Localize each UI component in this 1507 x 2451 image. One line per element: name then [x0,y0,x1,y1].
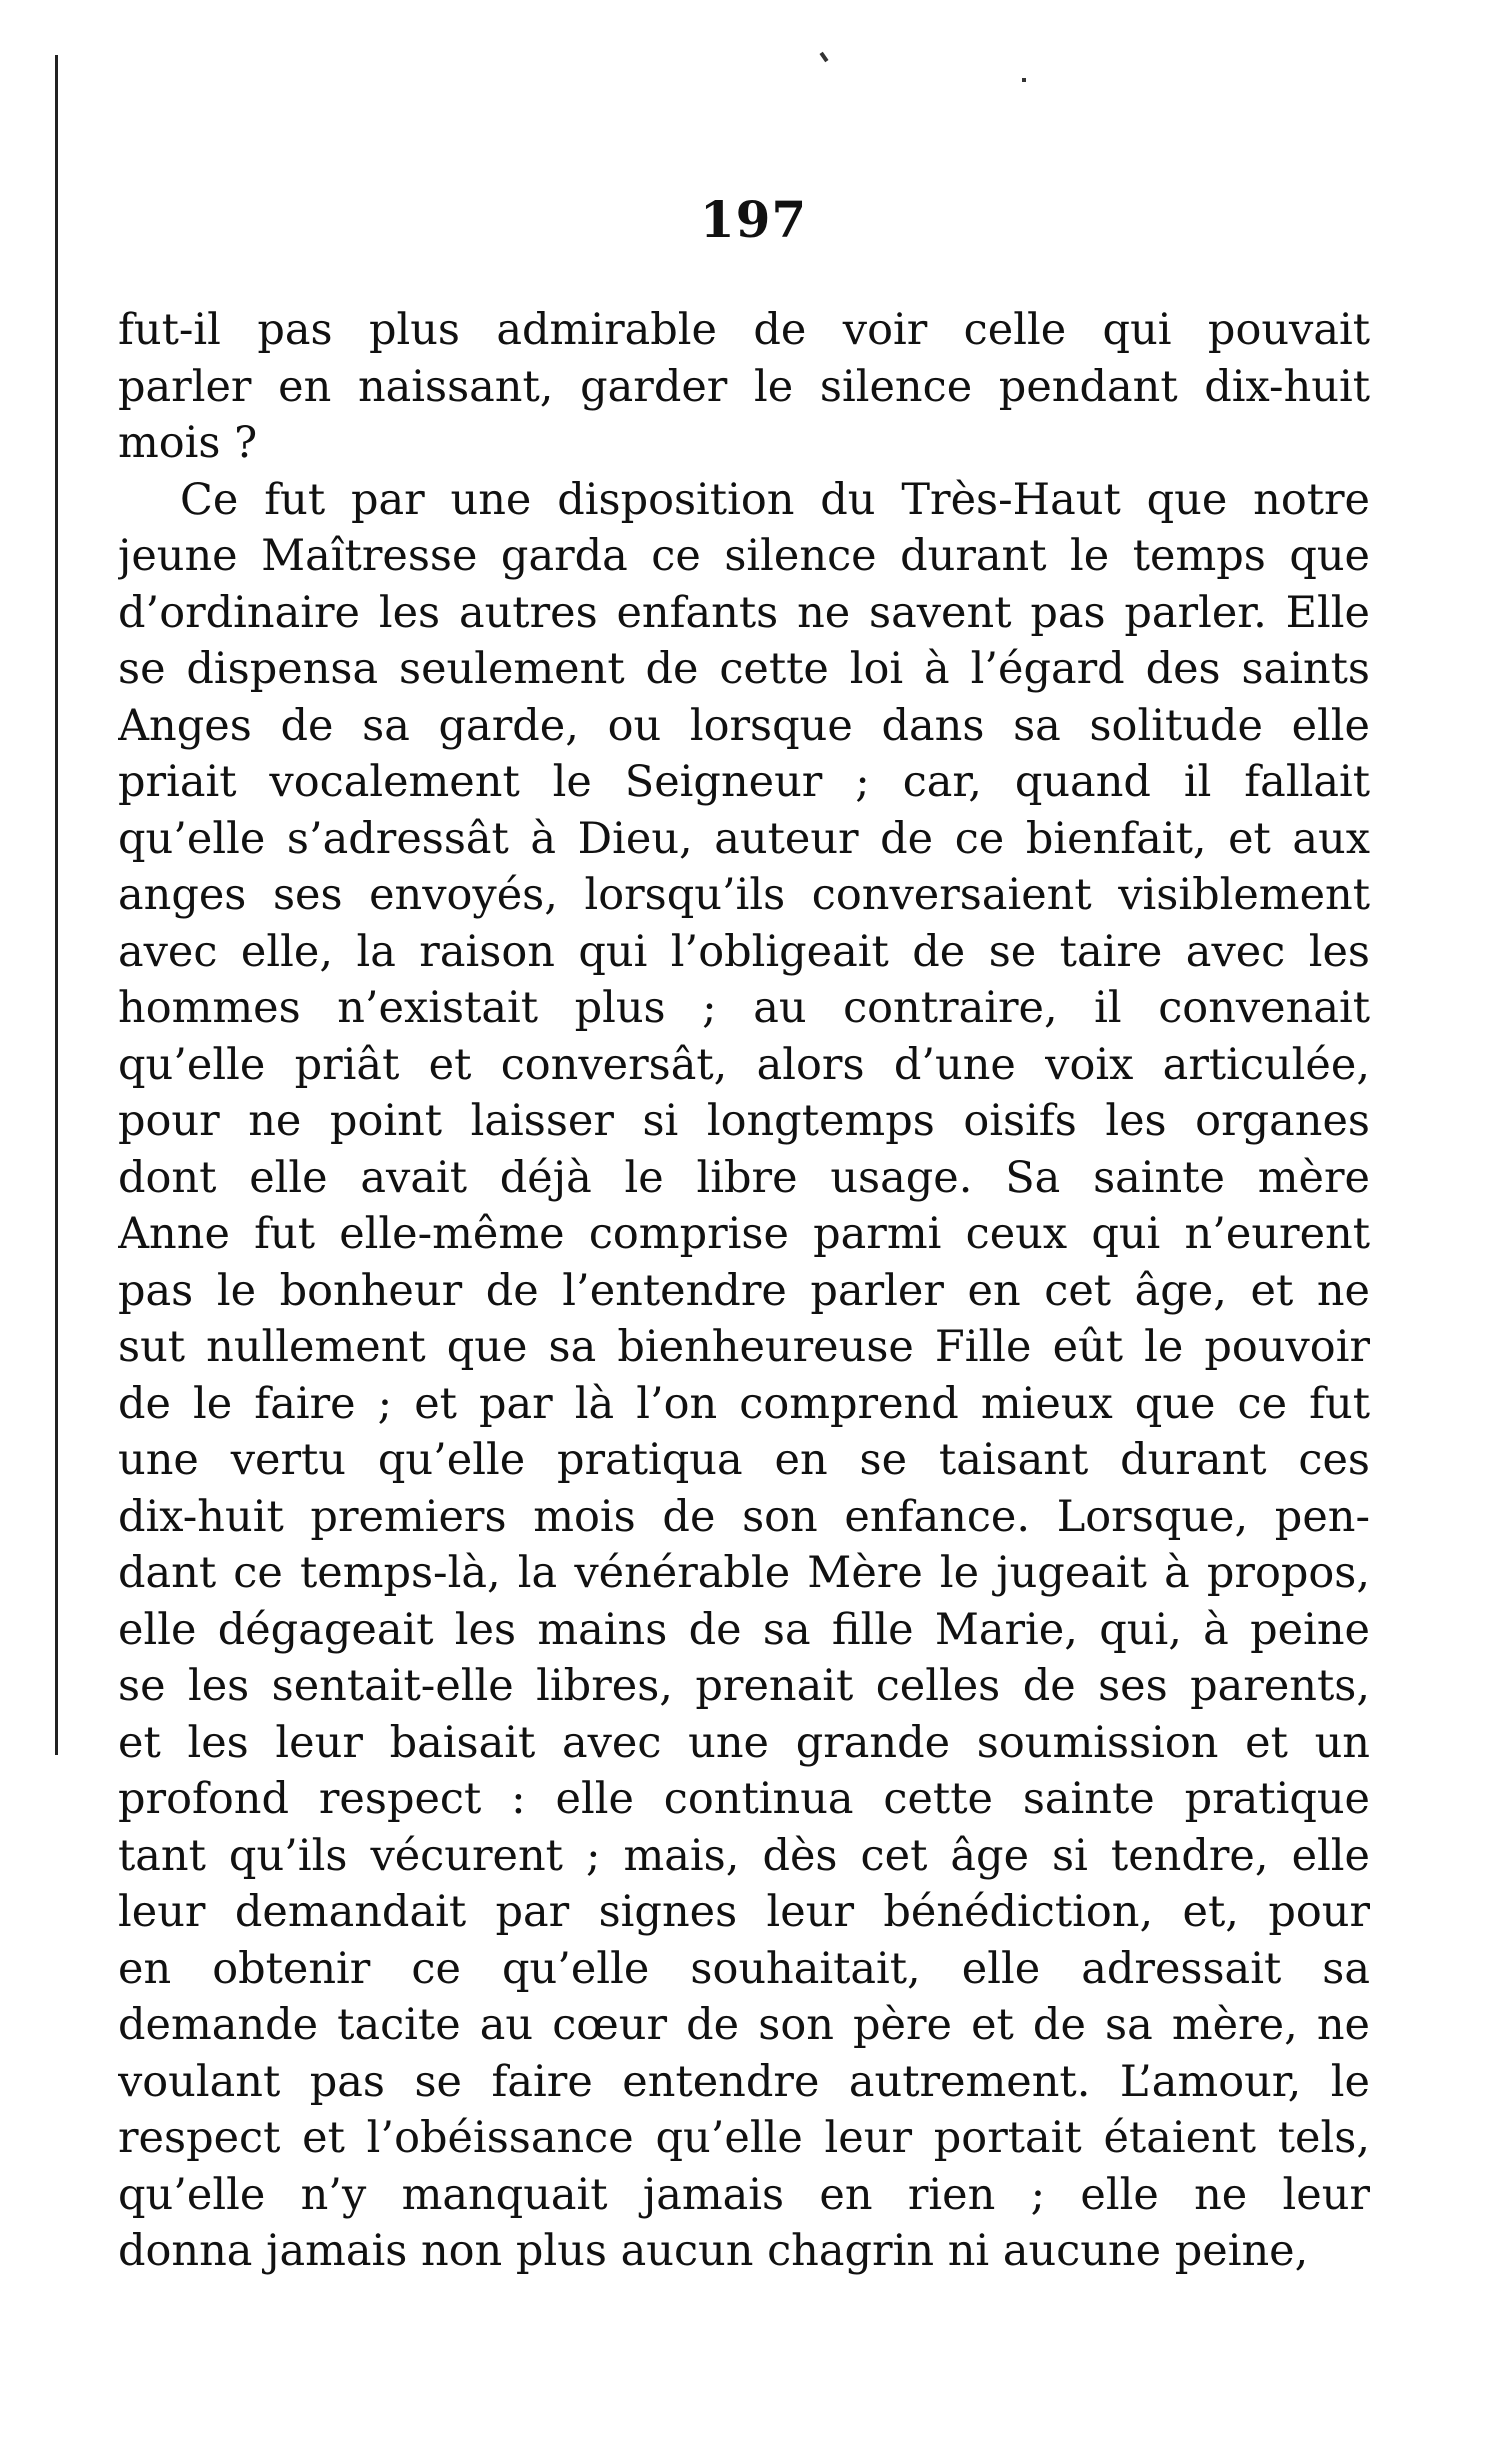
text-line: en obtenir ce qu’elle souhaitait, elle adressait sa [118,1943,1370,1994]
text-line: jeune Maîtresse garda ce silence durant le temps que [118,531,1370,581]
text-line: dont elle avait déjà le libre usage. Sa sainte mère [118,1152,1370,1203]
text-line: d’ordinaire les autres enfants ne savent pas parler. Elle [118,587,1370,638]
text-line: mois ? [118,418,258,468]
text-line: hommes n’existait plus ; au contraire, il convenait [118,983,1370,1033]
text-line: Ce fut par une disposition du Très-Haut que notre [180,474,1370,525]
text-line: leur demandait par signes leur bénédiction, et, pour [118,1887,1370,1937]
text-line: pour ne point laisser si longtemps oisifs les organes [118,1096,1370,1146]
text-line: qu’elle n’y manquait jamais en rien ; elle ne leur [118,2169,1370,2220]
text-line: Anne fut elle-même comprise parmi ceux qui n’eurent [118,1209,1370,1259]
text-line: parler en naissant, garder le silence pendant dix-huit [118,361,1370,412]
text-line: priait vocalement le Seigneur ; car, quand il fallait [118,757,1370,807]
text-line: demande tacite au cœur de son père et de sa mère, ne [118,2000,1370,2050]
ink-speck [1022,78,1026,82]
text-line: voulant pas se faire entendre autrement. L’amour, le [118,2056,1370,2107]
text-line: elle dégageait les mains de sa fille Marie, qui, à peine [118,1604,1370,1655]
text-line: Anges de sa garde, ou lorsque dans sa solitude elle [118,700,1370,751]
text-line: pas le bonheur de l’entendre parler en cet âge, et ne [118,1265,1370,1316]
text-line: profond respect : elle continua cette sainte pratique [118,1774,1370,1824]
text-line: qu’elle s’adressât à Dieu, auteur de ce bienfait, et aux [118,813,1370,864]
text-line: de le faire ; et par là l’on comprend mieux que ce fut [118,1378,1370,1429]
margin-rule [55,55,58,1755]
text-line: fut-il pas plus admirable de voir celle qui pouvait [118,305,1370,355]
text-line: tant qu’ils vécurent ; mais, dès cet âge si tendre, elle [118,1830,1370,1881]
text-line: se les sentait-elle libres, prenait celles de ses parents, [118,1661,1370,1711]
ink-speck [819,52,828,62]
text-line: respect et l’obéissance qu’elle leur portait étaient tels, [118,2113,1370,2163]
text-line: se dispensa seulement de cette loi à l’égard des saints [118,644,1370,694]
body-text [118,302,1370,2280]
text-line: avec elle, la raison qui l’obligeait de se taire avec les [118,926,1370,977]
text-line: anges ses envoyés, lorsqu’ils conversaient visiblement [118,870,1370,920]
text-line: dant ce temps-là, la vénérable Mère le jugeait à propos, [118,1548,1370,1598]
text-line: une vertu qu’elle pratiqua en se taisant durant ces [118,1435,1370,1485]
text-line: dix-huit premiers mois de son enfance. Lorsque, pen- [118,1491,1370,1542]
text-line: donna jamais non plus aucun chagrin ni aucune peine, [118,2226,1309,2276]
text-line: et les leur baisait avec une grande soumission et un [118,1717,1370,1768]
text-line: qu’elle priât et conversât, alors d’une voix articulée, [118,1039,1370,1090]
page-number: 197 [699,190,808,249]
text-line: sut nullement que sa bienheureuse Fille eût le pouvoir [118,1322,1370,1372]
